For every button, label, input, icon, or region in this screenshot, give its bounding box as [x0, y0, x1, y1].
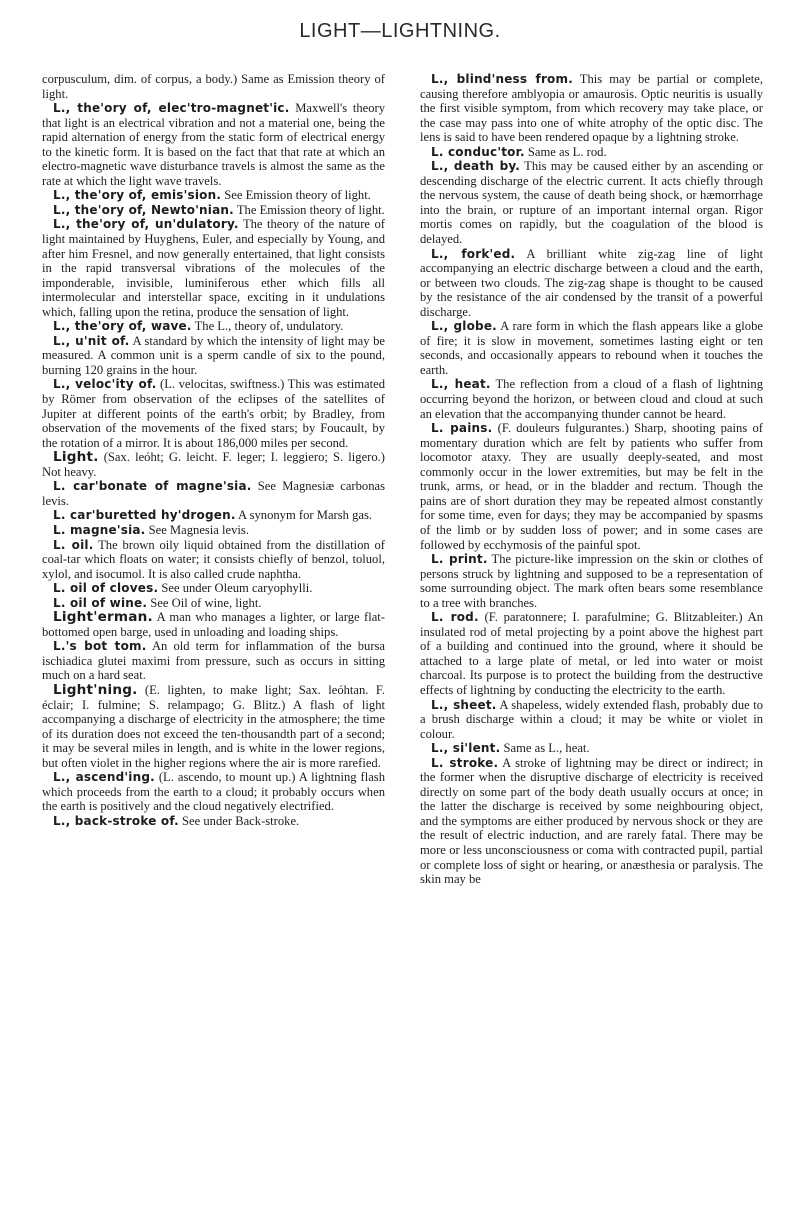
entry-definition: (Sax. leóht; G. leicht. F. leger; I. leggiero; S. ligero.) Not heavy.	[42, 450, 385, 479]
entry-definition: A standard by which the intensity of light may be measured. A common unit is a sperm candle of six to the pound, burning 120 grains in the hour.	[42, 333, 385, 377]
entry-definition: Same as L. rod.	[524, 144, 607, 159]
entry-definition: A stroke of lightning may be direct or indirect; in the former when the disruptive discharge of electricity is received directly on some part of the body death usually occurs at once; in the latter the discharge is received by some neighbouring object, and the symptoms are either produced by nervous shock or they are the result of electric induction, and are rarely fatal. There may be more or less unconsciousness or coma with contracted pupil, partial or complete loss of sight or hearing, or anæsthesia or paralysis. The skin may be	[420, 755, 763, 887]
entry-definition: (F. paratonnere; I. parafulmine; G. Blitzableiter.) An insulated rod of metal projecting by a point above the highest part of a building and continued into the ground, where it should be attached to a large plate of metal, or led into water or moist charcoal. Its purpose is to protect the building from the destructive effects of lightning by conducting the electricity to the earth.	[420, 610, 763, 697]
entry-definition: The picture-like impression on the skin or clothes of persons struck by lightning and supposed to be a representation of some surrounding object. The mark often bears some resemblance to a tree with branches.	[420, 552, 763, 610]
entry-definition: This may be partial or complete, causing therefore amblyopia or amaurosis. Optic neuritis is usually the first visible symptom, from which recovery may take place, or the case may pass into one of white atrophy of the optic disc. The lens is said to have been rendered opaque by a lightning stroke.	[420, 72, 763, 145]
dictionary-entry	[42, 596, 385, 611]
entry-headword: L., sheet.	[431, 697, 497, 712]
dictionary-entry	[42, 639, 385, 683]
dictionary-entry	[42, 770, 385, 814]
dictionary-entry	[42, 610, 385, 639]
entry-headword: L., fork'ed.	[431, 246, 516, 261]
entry-headword: L., u'nit of.	[53, 333, 130, 348]
dictionary-entry	[42, 581, 385, 596]
dictionary-entry	[420, 698, 763, 742]
entry-headword: L. magne'sia.	[53, 522, 146, 537]
entry-definition: A rare form in which the flash appears like a globe of fire; it is slow in movement, sometimes lasting eight or ten seconds, and occasionally appears to rebound when it touches the earth.	[420, 319, 763, 377]
entry-headword: L. car'bonate of magne'sia.	[53, 479, 252, 494]
entry-definition: See Emission theory of light.	[221, 188, 371, 203]
entry-headword: Light'ning.	[53, 681, 138, 698]
entry-headword: L., the'ory of, emis'sion.	[53, 188, 222, 203]
entry-definition: (L. velocitas, swiftness.) This was estimated by Römer from observation of the eclipses of the satellites of Jupiter at different points of the earth's orbit; by Bradley, from observation of the movements of the fixed stars; by Foucault, by the rotation of a mirror. It is about 186,000 miles per second.	[42, 377, 385, 450]
entry-headword: L., globe.	[431, 319, 497, 334]
entry-definition: A synonym for Marsh gas.	[235, 508, 373, 523]
entry-definition: corpusculum, dim. of corpus, a body.) Same as Emission theory of light.	[42, 72, 385, 101]
entry-headword: L., heat.	[431, 377, 491, 392]
entry-definition: An old term for inflammation of the bursa ischiadica glutei maximi from pressure, such as occurs in sitting much on a hard seat.	[42, 639, 386, 683]
entry-definition: See Magnesiæ carbonas levis.	[42, 479, 385, 508]
entry-headword: Light.	[53, 449, 99, 466]
dictionary-entry	[420, 756, 763, 887]
entry-definition: See Oil of wine, light.	[147, 595, 262, 610]
entry-headword: L. print.	[431, 552, 488, 567]
dictionary-entry	[420, 247, 763, 320]
entry-headword: L., si'lent.	[431, 741, 501, 756]
dictionary-entry	[42, 377, 385, 450]
entry-headword: L. rod.	[431, 610, 479, 625]
entry-definition: (F. douleurs fulgurantes.) Sharp, shooting pains of momentary duration which are felt by patients who suffer from locomotor ataxy. They are usually deeply-seated, and most commonly occur in the lower extremities, but may be felt in the trunk, arms, or head, or in the bladder and rectum. Though the pains are of short duration they may be repeated almost constantly for some time, even for days; they may be accompanied by spasms of the limb or by sudden loss of power; and in some cases are followed by ecchymosis of the painful spot.	[420, 421, 763, 552]
entry-definition: Maxwell's theory that light is an electrical vibration and not a material one, being the rapid alternation of energy from the static form of electrical energy to the kinetic form. It is based on the fact that that rate at which an electro-magnetic wave disturbance travels is almost the same as the rate at which the light wave travels.	[42, 101, 385, 188]
entry-headword: L. stroke.	[431, 755, 499, 770]
entry-headword: L., back-stroke of.	[53, 813, 179, 828]
dictionary-entry	[420, 377, 763, 421]
dictionary-entry	[42, 508, 385, 523]
entry-headword: L., death by.	[431, 159, 521, 174]
dictionary-entry	[420, 145, 763, 160]
entry-headword: L., the'ory of, wave.	[53, 319, 192, 334]
entry-definition: The theory of the nature of light maintained by Huyghens, Euler, and especially by Young, and after him Fresnel, and now generally entertained, that light consists in the rapid transversal vibrations of the molecules of the imponderable, invisible, luminiferous ether which fills all intermolecular and interstellar space, exciting in it undulations which, falling upon the retina, produce the sensation of light.	[42, 217, 386, 319]
dictionary-entry	[42, 523, 385, 538]
dictionary-entry	[42, 319, 385, 334]
entry-headword: L.'s bot tom.	[53, 639, 147, 654]
entry-definition: A man who manages a lighter, or large flat-bottomed open barge, used in unloading and loading ships.	[42, 610, 385, 639]
entry-headword: L., veloc'ity of.	[53, 377, 157, 392]
dictionary-entry	[420, 741, 763, 756]
entry-definition: See under Back-stroke.	[178, 813, 300, 828]
dictionary-entry	[420, 552, 763, 610]
left-column	[42, 72, 385, 828]
dictionary-entry	[42, 101, 385, 188]
dictionary-entry	[42, 450, 385, 479]
entry-headword: L. oil.	[53, 537, 94, 552]
entry-definition: Same as L., heat.	[500, 741, 590, 756]
entry-headword: L., the'ory of, Newto'nian.	[53, 202, 234, 217]
entry-definition: (L. ascendo, to mount up.) A lightning flash which proceeds from the earth to a cloud; it probably occurs when the earth is positively and the cloud negatively electrified.	[42, 770, 385, 814]
running-head: LIGHT—LIGHTNING.	[299, 20, 501, 42]
entry-definition: A shapeless, widely extended flash, probably due to a brush discharge within a cloud; it may be white or violet in colour.	[420, 697, 763, 741]
entry-headword: L. oil of cloves.	[53, 581, 159, 596]
entry-headword: L. pains.	[431, 421, 493, 436]
dictionary-entry	[42, 334, 385, 378]
dictionary-entry	[42, 479, 385, 508]
entry-headword: L., the'ory of, elec'tro-magnet'ic.	[53, 101, 290, 116]
dictionary-entry	[420, 610, 763, 697]
entry-headword: L., ascend'ing.	[53, 770, 155, 785]
entry-definition: The Emission theory of light.	[233, 202, 385, 217]
entry-definition: A brilliant white zig-zag line of light accompanying an electric discharge between a cloud and the earth, or between two clouds. The zig-zag shape is thought to be caused by the resistance of the air condensed by the transit of a powerful discharge.	[420, 246, 763, 319]
dictionary-entry	[42, 538, 385, 582]
entry-definition: See under Oleum caryophylli.	[158, 581, 313, 596]
entry-headword: L., blind'ness from.	[431, 72, 573, 86]
entry-headword: L. conduc'tor.	[431, 144, 525, 159]
dictionary-entry	[420, 72, 763, 145]
dictionary-entry	[420, 319, 763, 377]
entry-definition: (E. lighten, to make light; Sax. leóhtan. F. éclair; I. fulmine; S. relampago; G. Blitz.) A flash of light accompanying a discharge of electricity in the atmosphere; the time of its duration does not exceed the ten-thousandth part of a second; it may be several miles in length, and is white in the lower regions, but often violet in the higher regions where the air is more rarefied.	[42, 682, 385, 770]
dictionary-entry	[42, 217, 385, 319]
entry-definition: The reflection from a cloud of a flash of lightning occurring beyond the horizon, or between cloud and cloud at such an elevation that the accompanying thunder cannot be heard.	[420, 377, 763, 421]
right-column	[420, 72, 763, 887]
dictionary-entry	[42, 72, 385, 101]
dictionary-entry	[42, 203, 385, 218]
dictionary-entry	[42, 814, 385, 829]
entry-definition: The L., theory of, undulatory.	[191, 319, 344, 334]
entry-headword: Light'erman.	[53, 609, 153, 626]
dictionary-entry	[42, 683, 385, 770]
entry-definition: This may be caused either by an ascending or descending discharge of the electric current. It acts chiefly through the nervous system, the cause of death being shock, or hæmorrhage into the brain, or rupture of an important internal organ. Rigor mortis comes on rapidly, but the coagulation of the blood is delayed.	[420, 159, 763, 247]
dictionary-entry	[42, 188, 385, 203]
entry-headword: L. oil of wine.	[53, 595, 148, 610]
entry-definition: The brown oily liquid obtained from the distillation of coal-tar which floats on water; it consists chiefly of benzol, toluol, xylol, and isocumol. It is also called crude naphtha.	[42, 537, 386, 581]
entry-definition: See Magnesia levis.	[145, 522, 249, 537]
entry-headword: L. car'buretted hy'drogen.	[53, 508, 236, 523]
dictionary-entry	[420, 421, 763, 552]
dictionary-entry	[420, 159, 763, 246]
entry-headword: L., the'ory of, un'dulatory.	[53, 217, 239, 232]
